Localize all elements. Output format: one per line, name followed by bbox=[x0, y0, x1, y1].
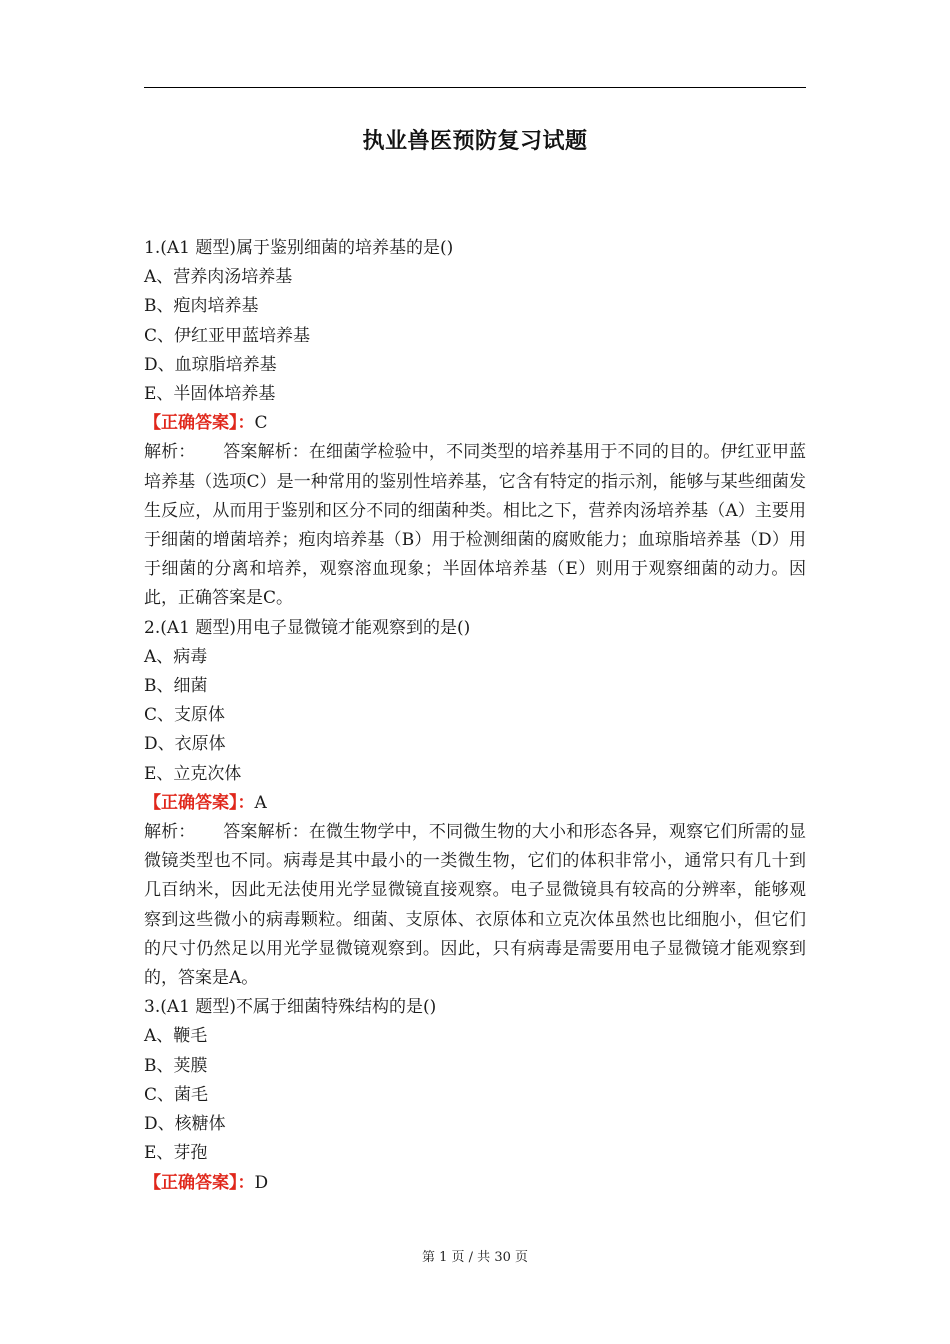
question-option: B、疱肉培养基 bbox=[144, 296, 259, 317]
correct-answer-value: C bbox=[254, 413, 268, 434]
question-option: A、鞭毛 bbox=[144, 1026, 208, 1047]
correct-answer-line bbox=[144, 409, 806, 438]
document-title: 执业兽医预防复习试题 bbox=[362, 129, 588, 154]
analysis-label: 解析： bbox=[144, 822, 196, 843]
correct-answer-value: D bbox=[254, 1172, 269, 1193]
correct-answer-line bbox=[144, 1169, 806, 1198]
correct-answer-value: A bbox=[254, 792, 267, 813]
question-option: A、病毒 bbox=[144, 646, 208, 667]
question-option: D、核糖体 bbox=[144, 1114, 226, 1135]
correct-answer-label: 【正确答案】： bbox=[144, 413, 255, 434]
question-option: D、血琼脂培养基 bbox=[144, 354, 277, 375]
analysis-text: 答案解析：在细菌学检验中，不同类型的培养基用于不同的目的。伊红亚甲蓝培养基（选项C）是一种常用的鉴别性培养基，它含有特定的指示剂，能够与某些细菌发生反应，从而用于鉴别和区分不同的细菌种类。相比之下，营养肉汤培养基（A）主要用于细菌的增菌培养；疱肉培养基（B）用于检测细菌的腐败能力；血琼脂培养基（D）用于细菌的分离和培养，观察溶血现象；半固体培养基（E）则用于观察细菌的动力。因此，正确答案是C。 bbox=[144, 442, 806, 609]
question-list bbox=[144, 234, 806, 1198]
question-option: C、菌毛 bbox=[144, 1084, 209, 1105]
correct-answer-line bbox=[144, 789, 806, 818]
question-option: E、芽孢 bbox=[144, 1143, 208, 1164]
question-option: E、立克次体 bbox=[144, 763, 242, 784]
question-option: C、伊红亚甲蓝培养基 bbox=[144, 325, 311, 346]
analysis-label: 解析： bbox=[144, 442, 196, 463]
question-option: B、细菌 bbox=[144, 676, 208, 697]
question-option: D、衣原体 bbox=[144, 734, 226, 755]
question-option: A、营养肉汤培养基 bbox=[144, 267, 293, 288]
question-stem: 1.(A1 题型)属于鉴别细菌的培养基的是() bbox=[144, 238, 454, 258]
page-footer: 第 1 页 / 共 30 页 bbox=[422, 1250, 528, 1265]
question-option: E、半固体培养基 bbox=[144, 384, 276, 405]
header-rule bbox=[144, 87, 806, 88]
question-stem: 2.(A1 题型)用电子显微镜才能观察到的是() bbox=[144, 617, 471, 638]
analysis-text: 答案解析：在微生物学中，不同微生物的大小和形态各异，观察它们所需的显微镜类型也不同。病毒是其中最小的一类微生物，它们的体积非常小，通常只有几十到几百纳米，因此无法使用光学显微镜直接观察。电子显微镜具有较高的分辨率，能够观察到这些微小的病毒颗粒。细菌、支原体、衣原体和立克次体虽然也比细胞小，但它们的尺寸仍然足以用光学显微镜观察到。因此，只有病毒是需要用电子显微镜才能观察到的，答案是A。 bbox=[144, 822, 806, 989]
question-block bbox=[144, 614, 806, 994]
correct-answer-label: 【正确答案】： bbox=[144, 1172, 255, 1193]
answer-analysis bbox=[144, 818, 806, 993]
question-block bbox=[144, 234, 806, 614]
question-option: B、荚膜 bbox=[144, 1055, 208, 1076]
correct-answer-label: 【正确答案】： bbox=[144, 792, 255, 813]
question-stem: 3.(A1 题型)不属于细菌特殊结构的是() bbox=[144, 997, 437, 1018]
question-block bbox=[144, 993, 806, 1197]
answer-analysis bbox=[144, 438, 806, 613]
question-option: C、支原体 bbox=[144, 705, 226, 726]
